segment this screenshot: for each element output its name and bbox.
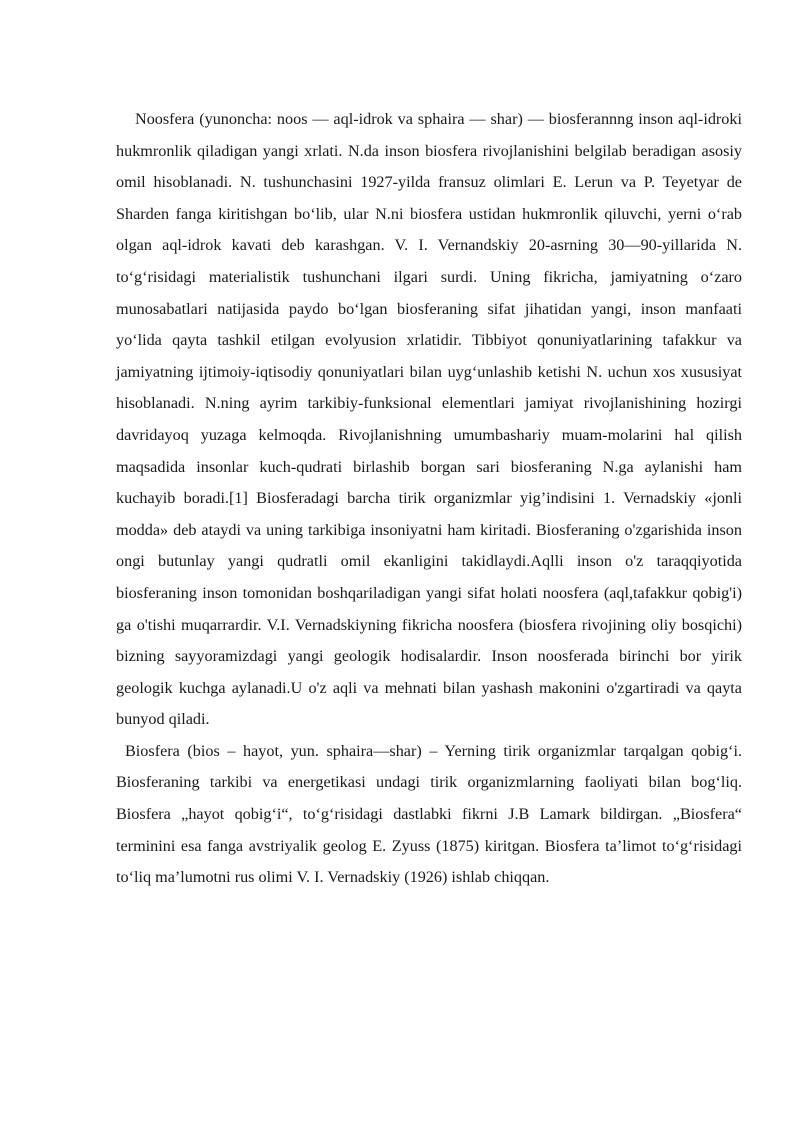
paragraph-noosfera: Noosfera (yunoncha: noos — aql-idrok va sphaira — shar) — biosferannng inson aql-idroki hukmronlik qiladigan yangi xrlati. N.da inson biosfera rivojlanishini belgilab beradigan asosiy omil hisoblanadi. N. tushunchasini 1927-yilda fransuz olimlari E. Lerun va P. Teyetyar de Sharden fanga kiritishgan bo‘lib, ular N.ni biosfera ustidan hukmronlik qiluvchi, yerni o‘rab olgan aql-idrok kavati deb karashgan. V. I. Vernandskiy 20-asrning 30—90-yillarida N. to‘g‘risidagi materialistik tushunchani ilgari surdi. Uning fikricha, jamiyatning o‘zaro munosabatlari natijasida paydo bo‘lgan biosferaning sifat jihatidan yangi, inson manfaati yo‘lida qayta tashkil etilgan evolyusion xrlatidir. Tibbiyot qonuniyatlarining tafakkur va jamiyatning ijtimoiy-iqtisodiy qonuniyatlari bilan uyg‘unlashib ketishi N. uchun xos xususiyat hisoblanadi. N.ning ayrim tarkibiy-funksional elementlari jamiyat rivojlanishining hozirgi davridayoq yuzaga kelmoqda. Rivojlanishning umumbashariy muam-molarini hal qilish maqsadida insonlar kuch-qudrati birlashib borgan sari biosferaning N.ga aylanishi ham kuchayib boradi.[1] Biosferadagi barcha tirik organizmlar yig’indisini 1. Vernadskiy «jonli modda» deb ataydi va uning tarkibiga insoniyatni ham kiritadi. Biosferaning o'zgarishida inson ongi butunlay yangi qudratli omil ekanligini takidlaydi.Aqlli inson o'z taraqqiyotida biosferaning inson tomonidan boshqariladigan yangi sifat holati noosfera (aql,tafakkur qobig'i) ga o'tishi muqarrardir. V.I. Vernadskiyning fikricha noosfera (biosfera rivojining oliy bosqichi) bizning sayyoramizdagi yangi geologik hodisalardir. Inson noosferada birinchi bor yirik geologik kuchga aylanadi.U o'z aqli va mehnati bilan yashash makonini o'zgartiradi va qayta bunyod qiladi. [116, 110, 742, 729]
paragraph-biosfera: Biosfera (bios – hayot, yun. sphaira—shar) – Yerning tirik organizmlar tarqalgan qobig‘i. Biosferaning tarkibi va energetikasi undagi tirik organizmlarning faoliyati bilan bog‘liq. Biosfera „hayot qobig‘i“, to‘g‘risidagi dastlabki fikrni J.B Lamark bildirgan. „Biosfera“ terminini esa fanga avstriyalik geolog E. Zyuss (1875) kiritgan. Biosfera ta’limot to‘g‘risidagi to‘liq ma’lumotni rus olimi V. I. Vernadskiy (1926) ishlab chiqqan. [116, 741, 742, 887]
document-page [116, 104, 742, 894]
